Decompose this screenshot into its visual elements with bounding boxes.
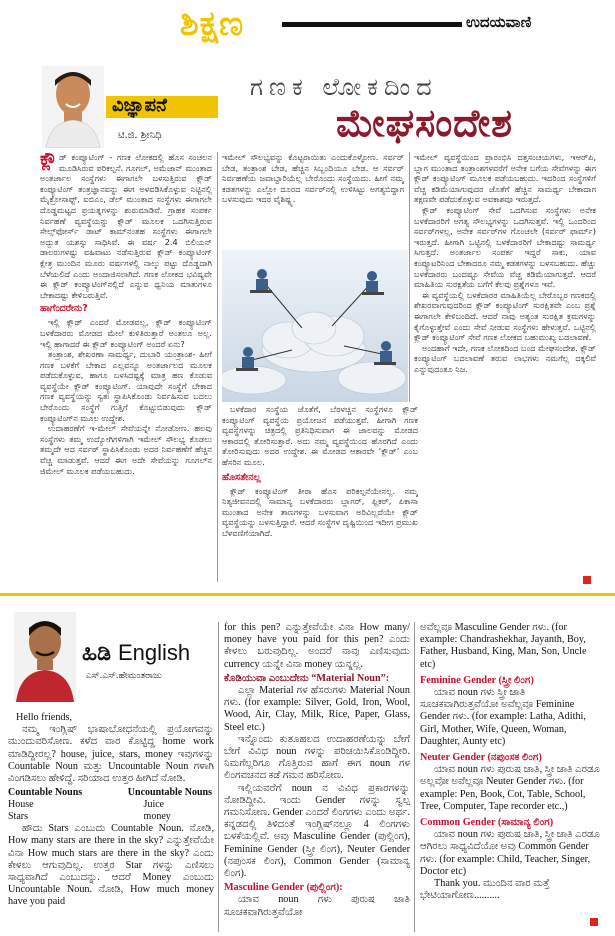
column-divider	[414, 622, 415, 932]
section-divider	[0, 593, 615, 596]
english-paragraph: ಇಲ್ಲಿಯವರೆಗೆ noun ನ ವಿವಿಧ ಪ್ರಕಾರಗಳನ್ನು ನೋಡಿದ್ದೀವಿ. ಇಂದು Gender ಗಳನ್ನು ಸ್ವಲ್ಪ ಗಮನಿಸೋಣ. Gender ಎಂದರೆ ಲಿಂಗಗಳು ಎಂದು ಅರ್ಥ. ಕನ್ನಡದಲ್ಲಿ ತಿಳಿದಂತೆ ಇಂಗ್ಲಿಷ್‌ನಲ್ಲೂ 4 ಲಿಂಗಗಳು ಬಳಕೆಯಲ್ಲಿವೆ. ಅವು Masculine Gender (ಪುಲ್ಲಿಂಗ), Feminine Gender (ಸ್ತ್ರೀ ಲಿಂಗ), Neuter Gender (ನಪುಂಸಕ ಲಿಂಗ), Common Gender (ಸಾಮಾನ್ಯ ಲಿಂಗ).	[224, 782, 410, 880]
column-name: ವಿಜ್ಞಾಪನೆ	[112, 95, 167, 116]
english-title-kannada: ಹಿಡಿ	[82, 641, 111, 666]
table-cell: Juice	[143, 799, 165, 811]
table-row	[8, 799, 212, 811]
article-paragraph: ಇಮೇಲ್ ವ್ಯವಸ್ಥೆಯಿಂದ ಪ್ರಾರಂಭಿಸಿ ದತ್ತಸಂಚಯಗಳು, ಇಆರ್‌ಪಿ, ಬ್ಲಾಗ ಮುಂತಾದ ತಂತ್ರಾಂಶಗಳವರೆಗೆ ಅನೇಕ ಬಗೆಯ ಸೇವೆಗಳನ್ನು ಈಗ ಕ್ಲೌಡ್ ಕಂಪ್ಯೂಟಿಂಗ್ ಮೂಲಕ ಪಡೆಯಬಹುದು. ಇದರಿಂದ ಸಂಸ್ಥೆಗಳಿಗೆ ವೆಚ್ಚ ಕಡಿಮೆಯಾಗುವುದರ ಜೊತೆಗೆ ಹೆಚ್ಚಿನ ಸಾಮರ್ಥ್ಯ ಬೇಕಾದಾಗ ತಕ್ಷಣವೇ ಪಡೆದುಕೊಳ್ಳುವ ಅವಕಾಶವೂ ಇರುತ್ತದೆ.	[414, 152, 596, 205]
article-paragraph: ಬಳಕೆದಾರ ಸಂಸ್ಥೆಯ ಜೊತೆಗೆ, ಬೆರಳಚ್ಚಿನ ಸಂಸ್ಥೆಗಳೂ ಕ್ಲೌಡ್ ಕಂಪ್ಯೂಟಿಂಗ್ ವ್ಯವಸ್ಥೆಯ ಪ್ರಯೋಜನ ಪಡೆಯುತ್ತವೆ. ಹೀಗಾಗಿ ಗಣಕ ವ್ಯವಸ್ಥೆಗಳನ್ನು ಚಿತ್ರದಲ್ಲಿ ಪ್ರತಿನಿಧಿಸುವಾಗ ಈ ಜಾಲವನ್ನು ಮೋಡದ ಆಕಾರದಲ್ಲಿ ತೋರಿಸುತ್ತಾರೆ. ಅದು ನಮ್ಮ ವ್ಯವಸ್ಥೆಯಿಂದ ಹೊರಗಿದೆ ಎಂದು ತೋರಿಸುವುದು ಅದರ ಉದ್ದೇಶ. ಈ ಮೋಡದ ಆಕಾರವೇ ‘ಕ್ಲೌಡ್’ ಎಂಬ ಹೆಸರಿನ ಮೂಲ.	[222, 404, 418, 467]
table-cell: money	[143, 811, 171, 823]
article-column-3	[414, 152, 596, 572]
english-author-photo	[14, 612, 76, 702]
english-section-title	[82, 640, 190, 667]
table-header: Countable Nouns	[8, 787, 83, 799]
article-paragraph: ಇಮೇಲ್ ಸೌಲಭ್ಯವನ್ನು ಕೊಟ್ಟರಾಯಿತು ಎಂದುಕೊಳ್ಳೋಣ. ಸರ್ವರ್ ಬೇಡ, ತಂತ್ರಾಂಶ ಬೇಡ, ಹೆಚ್ಚಿನ ಸಿಬ್ಬಂದಿಯೂ ಬೇಡ. ಆ ಸರ್ವರ್ ನಿರ್ವಹಣೆಯ ಜವಾಬ್ದಾರಿಯೆಲ್ಲ ಬೇರೊಂದು ಸಂಸ್ಥೆಯದು. ಹೀಗೆ ನಮ್ಮ ಕಡತಗಳನ್ನು ಎಲ್ಲೋ ದೂರದ ಸರ್ವರ್‌ನಲ್ಲಿ ಉಳಿಸಿಟ್ಟು ಅಗತ್ಯಬಿದ್ದಾಗ ಬಳಸುವುದು ಇದರ ವೈಶಿಷ್ಟ್ಯ.	[222, 152, 404, 205]
table-cell: House	[8, 799, 34, 811]
english-column-1	[8, 712, 214, 932]
table-row	[8, 811, 212, 823]
english-paragraph: ಯಾವ noun ಗಳು ಪುರುಷ ಜಾತಿ, ಸ್ತ್ರೀ ಜಾತಿ ಎರಡೂ ಅಲ್ಲವೋ ಅವೆಲ್ಲವೂ Neuter Gender ಗಳು. (for example: Pen, Book, Cot, Table, School, Tree, Computer, Tape recorder etc.,)	[420, 764, 601, 812]
english-paragraph: ಯಾವ noun ಗಳು ಪುರುಷ ಜಾತಿ, ಸ್ತ್ರೀ ಜಾತಿ ಎರಡೂ ಆಗಿರಲು ಸಾಧ್ಯವಿದೆಯೋ ಅವು Common Gender ಗಳು. (for example: Child, Teacher, Singer, Doctor etc)	[420, 829, 601, 877]
column-divider	[218, 622, 219, 932]
neuter-heading: Neuter Gender (ನಪುಂಸಕ ಲಿಂಗ)	[420, 752, 542, 764]
english-paragraph: ನಮ್ಮ ಇಂಗ್ಲಿಷ್ ಭಾಷಾಬೋಧನೆಯಲ್ಲಿ ಪ್ರಯೋಗವನ್ನು ಮುಂದುವರಿಸೋಣ. ಕಳೆದ ವಾರ ಕೊಟ್ಟಿದ್ದ home work ಮಾಡಿದ್ದೀರಲ್ಲ? house, juice, stars, money ಇವುಗಳನ್ನು Countable Noun ಮತ್ತು Uncountable Noun ಗಳಾಗಿ ವಿಂಗಡಿಸಲು ಹೇಳಿದ್ದೆ. ಸರಿಯಾದ ಉತ್ತರ ಹೀಗಿದೆ ನೋಡಿ.	[8, 724, 214, 785]
common-heading: Common Gender (ಸಾಮಾನ್ಯ ಲಿಂಗ)	[420, 817, 554, 829]
subheading: ಹಾಗೆಂದರೇನು?	[40, 303, 88, 315]
article-paragraph: ತಂತ್ರಾಂಶ, ಶೇಖರಣಾ ಸಾಮರ್ಥ್ಯ, ದುಬಾರಿ ಯಂತ್ರಾಂಶ- ಹೀಗೆ ಗಣಕ ಬಳಕೆಗೆ ಬೇಕಾದ ಎಲ್ಲವನ್ನೂ ಅಂತರ್ಜಾಲದ ಮೂಲಕ ಪಡೆದುಕೊಳ್ಳುವ, ಹಾಗೂ ಬಳಸಿದಷ್ಟಕ್ಕೆ ಮಾತ್ರ ಹಣ ಕೊಡುವ ವ್ಯವಸ್ಥೆಯೇ ಕ್ಲೌಡ್ ಕಂಪ್ಯೂಟಿಂಗ್. ಯಾವುದೇ ಸಂಸ್ಥೆಗೆ ಬೇಕಾದ ಗಣಕ ವ್ಯವಸ್ಥೆಯನ್ನು ಸ್ವತಃ ಸ್ಥಾಪಿಸಿಕೊಂಡು ನಿರ್ವಹಿಸುವ ಬದಲು ಬೇರೊಂದು ಸಂಸ್ಥೆಗೆ ಗುತ್ತಿಗೆ ಕೊಟ್ಟುಬಿಡುವುದು ಕ್ಲೌಡ್ ಕಂಪ್ಯೂಟಿಂಗ್‌ನ ಮೂಲ ಉದ್ದೇಶ.	[40, 349, 212, 423]
section-title: ಶಿಕ್ಷಣ	[180, 4, 245, 44]
english-paragraph: ಇನ್ನೊಂದು ಕುತೂಹಲದ ಉದಾಹರಣೆಯನ್ನು ಬೇಗೆ ಬೇಗೆ ವಿವಿಧ noun ಗಳನ್ನು ಪರಿಚಯಿಸಿಕೊಂಡಿದ್ದೀರಿ. ನಿಮಗೆಲ್ಲರಿಗೂ ಗೊತ್ತಿರುವ ಹಾಗೆ ಈಗ noun ಗಳ ಲಿಂಗವಚನದ ಕಡೆ ಗಮನ ಹರಿಸೋಣ.	[224, 733, 410, 782]
article-paragraph: ಈ ವ್ಯವಸ್ಥೆಯಲ್ಲಿ ಬಳಕೆದಾರರ ಮಾಹಿತಿಯೆಲ್ಲ ಬೇರೊಬ್ಬರ ಗಣಕದಲ್ಲಿ ಶೇಖರವಾಗುವುದರಿಂದ ಕ್ಲೌಡ್ ಕಂಪ್ಯೂಟಿಂಗ್ ಸುರಕ್ಷಿತವೇ ಎಂಬ ಪ್ರಶ್ನೆ ಈಗಾಗಲೇ ಕೇಳಿಬಂದಿದೆ. ಆದರೆ ನಾವು ಅತ್ಯಂತ ಸುರಕ್ಷಿತ ಕ್ರಮಗಳನ್ನು ಕೈಗೊಳ್ಳುತ್ತೇವೆ ಎಂದು ಸೇವೆ ನೀಡುವ ಸಂಸ್ಥೆಗಳು ಹೇಳುತ್ತವೆ. ಒಟ್ಟಿನಲ್ಲಿ ಕ್ಲೌಡ್ ಕಂಪ್ಯೂಟಿಂಗ್ ಸೇವೆ ಗಣಕ ಲೋಕದ ಬಹುಮುಖ್ಯ ಬದಲಾವಣೆ.	[414, 289, 596, 343]
column-divider	[409, 152, 410, 402]
noun-table	[8, 787, 212, 823]
article-paragraph: ಉದಾಹರಣೆಗೆ ಇ-ಮೇಲ್ ಸೇವೆಯನ್ನೇ ನೋಡೋಣ. ಹಲವು ಸಂಸ್ಥೆಗಳು ತಮ್ಮ ಉದ್ಯೋಗಿಗಳಿಗಾಗಿ ಇಮೇಲ್ ಸೌಲಭ್ಯ ಕೊಡಲು ತಮ್ಮದೇ ಆದ ಸರ್ವರ್ ಸ್ಥಾಪಿಸಿಕೊಂಡು ಅದರ ನಿರ್ವಹಣೆಗೆ ಹೆಚ್ಚಿನ ವೆಚ್ಚ ಮಾಡುತ್ತವೆ. ಆದರೆ ಈಗ ಅದೇ ಸೇವೆಯನ್ನು ಗೂಗಲ್‌ನ ಜಿಮೇಲ್ ಮೂಲಕ ಪಡೆಯಬಹುದು.	[40, 423, 212, 476]
material-noun-heading: ಕೊಡಿಯುವಾ ಎಂಬುದೇನು “Material Noun”:	[224, 672, 390, 684]
article-paragraph: ಅಂದಹಾಗೆ ಇದೇ, ಗಣಕ ಲೋಕದಿಂದ ಬಂದ ಮೇಘಸಂದೇಶ. ಕ್ಲೌಡ್ ಕಂಪ್ಯೂಟಿಂಗ್ ಬದಲಾವಣೆ ತರುವ ಲಾಭಗಳು ನಮಗೆಲ್ಲ ದಕ್ಕಲಿವೆ ಎನ್ನುವುದಂತೂ ನಿಜ.	[414, 342, 596, 374]
header-rule	[282, 22, 462, 27]
masculine-heading: Masculine Gender (ಪುಲ್ಲಿಂಗ):	[224, 882, 343, 894]
article-end-mark	[583, 576, 591, 584]
author-photo	[42, 66, 104, 148]
article-paragraph: ಡ್ ಕಂಪ್ಯೂಟಿಂಗ್ - ಗಣಕ ಲೋಕದಲ್ಲಿ ಹೊಸ ಸಂಚಲನ ಮೂಡಿಸಿರುವ ಪರಿಕಲ್ಪನೆ. ಗೂಗಲ್, ಅಮೆಜಾನ್ ಮುಂತಾದ ಅಂತರ್ಜಾಲ ಸಂಸ್ಥೆಗಳು ಈಗಾಗಲೇ ಬಳಸುತ್ತಿರುವ ಕ್ಲೌಡ್ ಕಂಪ್ಯೂಟಿಂಗ್ ತಂತ್ರಜ್ಞಾನವನ್ನು ಈಗ ಅಳವಡಿಸಿಕೊಳ್ಳುವ ನಿಟ್ಟಿನಲ್ಲಿ ಮೈಕ್ರೋಸಾಫ್ಟ್, ಐಬಿಎಂ, ಡೆಲ್ ಮುಂತಾದ ಸಂಸ್ಥೆಗಳು ಈಗಾಗಲೇ ದೊಡ್ಡಮಟ್ಟದ ಪ್ರಯತ್ನಗಳನ್ನು ಶುರುಮಾಡಿವೆ. ಗ್ರಾಹಕ ಸಂಪರ್ಕ ನಿರ್ವಹಣೆ ವ್ಯವಸ್ಥೆಯನ್ನು ಕ್ಲೌಡ್ ಮೂಲಕ ಒದಗಿಸುತ್ತಿರುವ ಸೇಲ್ಸ್‌ಫೋರ್ಸ್ ಡಾಟ್ ಕಾಮ್‌ನಂತಹ ಸಂಸ್ಥೆಗಳು ಈಗಾಗಲೇ ಅದ್ಭುತ ಯಶಸ್ಸು ಸಾಧಿಸಿವೆ. ಈ ವರ್ಷ 2.4 ಬಿಲಿಯನ್ ಡಾಲರುಗಳಷ್ಟು ವಹಿವಾಟು ನಡೆಸುತ್ತಿರುವ ಕ್ಲೌಡ್ ಕಂಪ್ಯೂಟಿಂಗ್ ಕ್ಷೇತ್ರ ಮುಂದಿನ ಮೂರು ವರ್ಷಗಳಲ್ಲಿ ನಾಲ್ಕು ಪಟ್ಟು ದೊಡ್ಡದಾಗಿ ಬೆಳೆಯಲಿದೆ ಎಂದು ಅಂದಾಜಿಸಲಾಗಿದೆ. ಗಣಕ ಲೋಕದ ಭವಿಷ್ಯವೇ ಈ ಕ್ಲೌಡ್ ಕಂಪ್ಯೂಟಿಂಗ್‌ನಲ್ಲಿದೆ ಎನ್ನುವ ಧ್ವನಿಯ ಮಾತುಗಳೂ ಬೇಕಾದಷ್ಟು ಕೇಳಿಬರುತ್ತಿವೆ.	[40, 152, 212, 300]
english-paragraph: ಅವೆಲ್ಲವೂ Masculine Gender ಗಳು. (for example: Chandrashekhar, Jayanth, Boy, Father, Husband, King, Man, Son, Uncle etc)	[420, 622, 587, 670]
greeting: Hello friends,	[16, 712, 73, 723]
newspaper-brand: ಉದಯವಾಣಿ	[466, 14, 532, 31]
english-paragraph: ಹೌದು Stars ಎಂಬುದು Countable Noun. ನೋಡಿ, How many stars are there in the sky? ಎನ್ನುತ್ತೇವೆಯೇ ವಿನಾ How much stars are there in the sky? ಎಂದು ಕೇಳಲು ಆಗುವುದಿಲ್ಲ. ಉತ್ತರ Star ಗಳನ್ನು ಎಣಿಸಲು ಸಾಧ್ಯವಾಗಿದೆ ಎಂಬುದನ್ನು. ಆದರೆ Money ಎಂಬುದು Uncountable Noun. ನೋಡಿ, How much money have you paid	[8, 823, 214, 908]
article-paragraph: ಕ್ಲೌಡ್ ಕಂಪ್ಯೂಟಿಂಗ್ ಸೇವೆ ಒದಗಿಸುವ ಸಂಸ್ಥೆಗಳು ಅನೇಕ ಬಳಕೆದಾರರಿಗೆ ಅಗತ್ಯ ಸೌಲಭ್ಯಗಳನ್ನು ಒದಗಿಸುತ್ತವೆ. ಇಲ್ಲಿ ಒಂದರಿಂದ ಸರ್ವರ್‌ಗಳಲ್ಲ, ಅನೇಕ ಸರ್ವರ್‌ಗಳ ಗೊಂಚಲೇ (ಸರ್ವರ್ ಫಾರ್ಮ್) ಇರುತ್ತದೆ. ಹೀಗಾಗಿ ಒಟ್ಟಿನಲ್ಲಿ ಬಳಕೆದಾರರಿಗೆ ಬೇಕಾದಷ್ಟು ಸಾಮರ್ಥ್ಯ ಸಿಗುತ್ತದೆ. ಅಂತರ್ಜಾಲ ಸಂಪರ್ಕ ಇದ್ದರೆ ಸಾಕು, ಯಾವ ಕಂಪ್ಯೂಟರಿನಿಂದ ಬೇಕಾದರೂ ನಮ್ಮ ಕಡತಗಳನ್ನು ಬಳಸಬಹುದು. ಹೆಚ್ಚು ಬಳಕೆದಾರರು ಬಂದಷ್ಟೂ ಸೇವೆಯ ವೆಚ್ಚ ಕಡಿಮೆಯಾಗುತ್ತದೆ. ಆದರೆ ಮಾಹಿತಿಯ ಸುರಕ್ಷತೆಯ ಬಗೆಗೆ ಕೆಲವು ಪ್ರಶ್ನೆಗಳೂ ಇವೆ.	[414, 204, 596, 290]
table-cell: Stars	[8, 811, 28, 823]
headline-line1: ಗಣಕ ಲೋಕದಿಂದ	[250, 73, 438, 101]
english-paragraph: ಯಾವ noun ಗಳು ಪುರುಷ ಜಾತಿ ಸೂಚಕವಾಗಿರುತ್ತವೆಯೋ	[224, 894, 410, 918]
author-name: ಟಿ.ಜಿ. ಶ್ರೀನಿಧಿ	[118, 130, 162, 141]
english-title-english: English	[117, 640, 191, 665]
english-column-3	[420, 622, 602, 922]
english-author-name: ಎಸ್.ಎಸ್.ಹೇಮಂತರಾಜು	[86, 671, 163, 681]
english-end-mark	[590, 918, 598, 926]
headline-line2: ಮೇಘಸಂದೇಶ	[336, 101, 513, 145]
article-lower-block	[222, 404, 418, 584]
drop-cap: ಕ್ಲೌ	[40, 152, 57, 170]
english-paragraph: ಎಲ್ಲಾ Material ಗಳ ಹೆಸರುಗಳು Material Noun ಗಳು. (for example: Silver, Gold, Iron, Wool, Wood, Air, Clay, Milk, Rice, Paper, Glass, Steel etc.)	[224, 685, 410, 733]
article-column-2	[222, 152, 404, 248]
english-column-2	[224, 622, 410, 932]
subheading: ಹೊಸತೇನಲ್ಲ	[222, 471, 261, 483]
closing-line: Thank you. ಮುಂದಿನ ವಾರ ಮತ್ತೆ ಭೇಟಿಯಾಗೋಣ..........	[420, 878, 550, 902]
article-column-1	[40, 152, 212, 582]
column-divider	[217, 152, 218, 582]
article-paragraph: ಕ್ಲೌಡ್ ಕಂಪ್ಯೂಟಿಂಗ್ ತೀರಾ ಹೊಸ ಪರಿಕಲ್ಪನೆಯೇನಲ್ಲ. ನಮ್ಮ ನಿತ್ಯಜೀವನದಲ್ಲಿ ಸಾಮಾನ್ಯ ಬಳಕೆದಾರರು ಬ್ಲಾಗರ್, ಫ್ಲಿಕರ್, ಪಿಕಾಸಾ ಮುಂತಾದ ಅನೇಕ ತಾಣಗಳನ್ನು ಬಳಸುವಾಗ ಅರಿವಿಲ್ಲದೆಯೇ ಕ್ಲೌಡ್ ವ್ಯವಸ್ಥೆಯನ್ನು ಬಳಸುತ್ತಿದ್ದಾರೆ. ಆದರೆ ಸಂಸ್ಥೆಗಳ ದೃಷ್ಟಿಯಿಂದ ಇದೀಗ ಪ್ರಮುಖ ಬೆಳವಣಿಗೆಯಾಗಿದೆ.	[222, 485, 418, 538]
cloud-computing-illustration	[222, 250, 408, 402]
article-paragraph: ಇಲ್ಲಿ ಕ್ಲೌಡ್ ಎಂದರೆ ಮೋಡವಲ್ಲ, ಕ್ಲೌಡ್ ಕಂಪ್ಯೂಟಿಂಗ್ ಬಳಕೆದಾರರು ಮೋಡದ ಮೇಲೆ ಕುಳಿತಿರುತ್ತಾರೆ ಅಂತಲೂ ಅಲ್ಲ. ಇಲ್ಲಿ ಹಾಗಾದರೆ ಈ ಕ್ಲೌಡ್ ಕಂಪ್ಯೂಟಿಂಗ್ ಅಂದರೆ ಏನು?	[40, 317, 212, 349]
english-paragraph: for this pen? ಎನ್ನುತ್ತೇವೆಯೇ ವಿನಾ How many/ money have you paid for this pen? ಎಂದು ಕೇಳಲು ಬರುವುದಿಲ್ಲ. ಅಂದರೆ ನಾವು ಎಣಿಸುವುದು currency ಯನ್ನೇ ವಿನಾ money ಯನ್ನಲ್ಲ.	[224, 622, 410, 670]
table-header: Uncountable Nouns	[127, 787, 212, 799]
feminine-heading: Feminine Gender (ಸ್ತ್ರೀ ಲಿಂಗ)	[420, 674, 534, 686]
english-paragraph: ಯಾವ noun ಗಳು ಸ್ತ್ರೀ ಜಾತಿ ಸೂಚಕವಾಗಿರುತ್ತವೆಯೋ ಅವೆಲ್ಲವೂ Feminine Gender ಗಳು. (for example: Latha, Adithi, Girl, Mother, Wife, Queen, Woman, Daughter, Aunty etc)	[420, 687, 586, 747]
